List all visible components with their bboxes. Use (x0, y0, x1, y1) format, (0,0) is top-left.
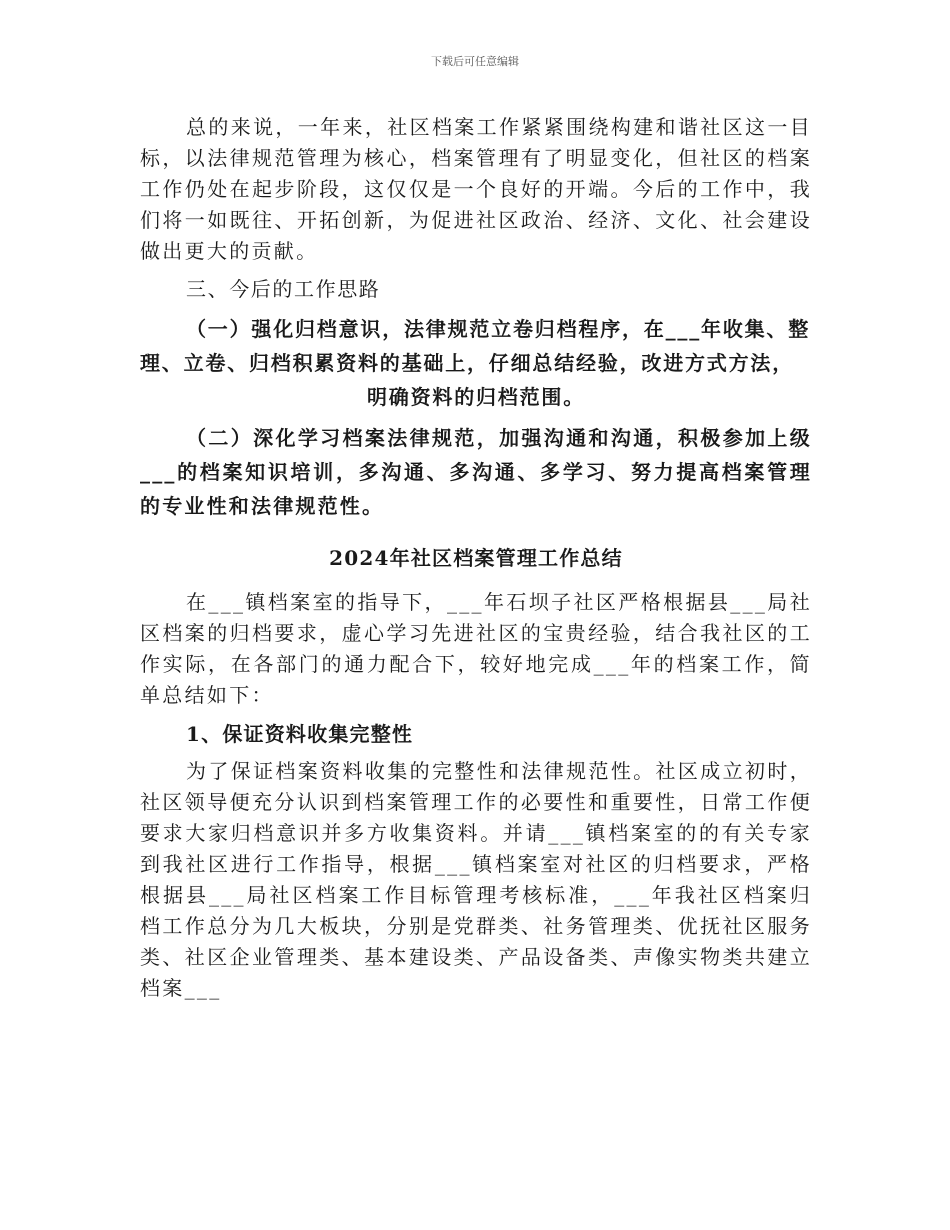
document-title: 2024年社区档案管理工作总结 (329, 546, 623, 570)
plan-item-2: （二）深化学习档案法律规范，加强沟通和沟通，积极参加上级___的档案知识培训，多沟通、多沟通、多学习、努力提高档案管理的专业性和法律规范性。 (140, 426, 812, 518)
plan-item-1-line-1: （一）强化归档意识，法律规范立卷归档程序，在___年收集、整 (186, 317, 810, 341)
intro-paragraph: 在___镇档案室的指导下，___年石坝子社区严格根据县___局社区档案的归档要求，虚心学习先进社区的宝贵经验，结合我社区的工作实际，在各部门的通力配合下，较好地完成___年的档案工作，简单总结如下： (140, 590, 812, 707)
plan-item-1 (140, 312, 812, 414)
plan-item-1-line-3: 明确资料的归档范围。 (367, 385, 585, 409)
section-heading-future-plans: 三、今后的工作思路 (186, 277, 381, 301)
summary-paragraph: 总的来说，一年来，社区档案工作紧紧围绕构建和谐社区这一目标，以法律规范管理为核心，档案管理有了明显变化，但社区的档案工作仍处在起步阶段，这仅仅是一个良好的开端。今后的工作中，我们将一如既往、开拓创新，为促进社区政治、经济、文化、社会建设做出更大的贡献。 (140, 115, 812, 263)
page-header-note: 下载后可任意编辑 (431, 55, 519, 68)
subheading-data-completeness: 1、保证资料收集完整性 (186, 722, 414, 746)
document-body (140, 112, 812, 1004)
plan-item-1-line-2: 理、立卷、归档积累资料的基础上，仔细总结经验，改进方式方法， (140, 351, 794, 375)
completeness-paragraph: 为了保证档案资料收集的完整性和法律规范性。社区成立初时，社区领导便充分认识到档案管理工作的必要性和重要性，日常工作便要求大家归档意识并多方收集资料。并请___镇档案室的的有关专家到我社区进行工作指导，根据___镇档案室对社区的归档要求，严格根据县___局社区档案工作目标管理考核标准，___年我社区档案归档工作总分为几大板块，分别是党群类、社务管理类、优抚社区服务类、社区企业管理类、基本建设类、产品设备类、声像实物类共建立档案___ (140, 759, 812, 1000)
